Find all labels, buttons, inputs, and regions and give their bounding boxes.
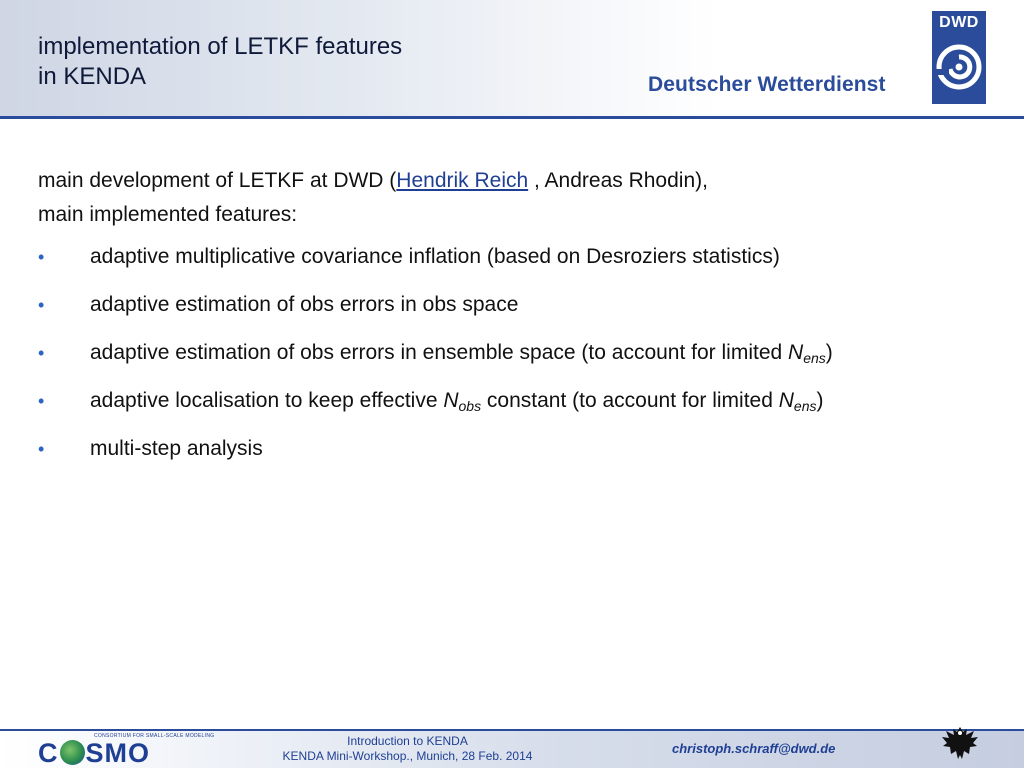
federal-eagle-icon xyxy=(940,723,980,763)
variable-n: N xyxy=(443,389,459,412)
intro-suffix: , Andreas Rhodin), xyxy=(528,169,708,192)
intro-line2: main implemented features: xyxy=(38,203,298,226)
list-item xyxy=(38,290,1018,338)
slide-body xyxy=(38,164,1018,482)
list-item-text: adaptive estimation of obs errors in ensemble space (to account for limited xyxy=(90,341,789,364)
list-item-text: adaptive estimation of obs errors in obs space xyxy=(90,293,519,316)
dwd-brand-name: Deutscher Wetterdienst xyxy=(648,73,886,96)
slide-title xyxy=(38,32,402,92)
subscript-obs: obs xyxy=(458,398,482,414)
bullet-icon: • xyxy=(38,247,45,267)
author-email: christoph.schraff@dwd.de xyxy=(672,741,836,756)
bullet-icon: • xyxy=(38,391,45,411)
list-item xyxy=(38,434,1018,482)
list-item xyxy=(38,242,1018,290)
bullet-icon: • xyxy=(38,439,45,459)
footer-event-info xyxy=(230,734,585,764)
header-divider xyxy=(0,116,1024,119)
list-item-text: multi-step analysis xyxy=(90,437,263,460)
bullet-icon: • xyxy=(38,295,45,315)
hendrik-reich-link[interactable]: Hendrik Reich xyxy=(396,169,529,192)
footer-line2: KENDA Mini-Workshop., Munich, 28 Feb. 2014 xyxy=(282,749,533,763)
slide-title-line2: in KENDA xyxy=(38,63,147,90)
variable-n: N xyxy=(778,389,794,412)
cosmo-logo xyxy=(38,733,215,768)
cosmo-tagline: CONSORTIUM FOR SMALL-SCALE MODELING xyxy=(94,733,215,739)
variable-n: N xyxy=(788,341,804,364)
intro-prefix: main development of LETKF at DWD ( xyxy=(38,169,397,192)
list-item xyxy=(38,338,1018,386)
intro-paragraph xyxy=(38,164,1018,232)
dwd-logo-text: DWD xyxy=(939,14,979,31)
bullet-icon: • xyxy=(38,343,45,363)
footer-line1: Introduction to KENDA xyxy=(347,734,468,748)
cosmo-letters-smo: SMO xyxy=(85,738,151,768)
globe-icon xyxy=(60,740,85,765)
cosmo-letter-c: C xyxy=(38,738,59,768)
slide-title-line1: implementation of LETKF features xyxy=(38,33,403,60)
dwd-logo xyxy=(932,11,986,104)
list-item-mid: constant (to account for limited xyxy=(481,389,779,412)
subscript-ens: ens xyxy=(793,398,817,414)
list-item-text: adaptive localisation to keep effective xyxy=(90,389,444,412)
list-item-tail: ) xyxy=(816,389,824,412)
spiral-icon xyxy=(935,43,983,91)
list-item-tail: ) xyxy=(825,341,833,364)
cosmo-wordmark xyxy=(38,738,150,769)
feature-list xyxy=(38,242,1018,482)
list-item-text: adaptive multiplicative covariance inflation (based on Desroziers statistics) xyxy=(90,245,780,268)
subscript-ens: ens xyxy=(803,350,826,366)
list-item xyxy=(38,386,1018,434)
